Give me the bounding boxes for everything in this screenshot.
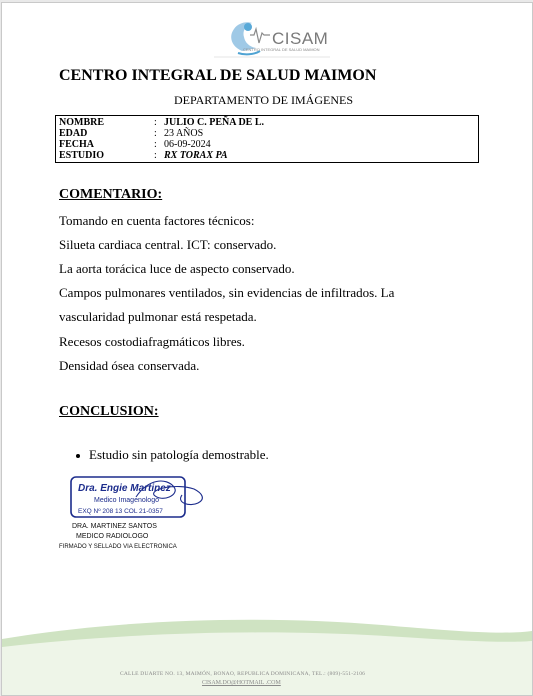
stamp-exequatur: EXQ Nº 208 13 COL 21-0357 bbox=[78, 508, 163, 515]
doctor-name: DRA. MARTINEZ SANTOS bbox=[72, 523, 157, 530]
comment-line: Tomando en cuenta factores técnicos: bbox=[59, 213, 255, 228]
comment-line: vascularidad pulmonar está respetada. bbox=[59, 309, 257, 324]
email-link[interactable]: CISAM.DO@HOTMAIL .COM bbox=[202, 680, 281, 686]
label: EDAD bbox=[59, 128, 88, 139]
stamp-title: Medico Imagenologo bbox=[94, 497, 159, 504]
department-name: DEPARTAMENTO DE IMÁGENES bbox=[174, 93, 353, 107]
separator: : bbox=[154, 150, 157, 161]
separator: : bbox=[154, 139, 157, 150]
comment-line: Campos pulmonares ventilados, sin evidencias de infiltrados. La bbox=[59, 285, 395, 300]
label: FECHA bbox=[59, 139, 94, 150]
label: NOMBRE bbox=[59, 117, 104, 128]
page-title: CENTRO INTEGRAL DE SALUD MAIMON bbox=[59, 67, 377, 84]
value: JULIO C. PEÑA DE L. bbox=[164, 117, 265, 128]
comment-line: La aorta torácica luce de aspecto conservado. bbox=[59, 261, 295, 276]
separator: : bbox=[154, 117, 157, 128]
label: ESTUDIO bbox=[59, 150, 105, 161]
logo-subtitle: CENTRO INTEGRAL DE SALUD MAIMON bbox=[243, 47, 320, 52]
comment-line: Densidad ósea conservada. bbox=[59, 358, 200, 373]
stamp-name: Dra. Engie Martinez bbox=[78, 483, 171, 494]
value: 23 AÑOS bbox=[164, 128, 204, 139]
report-page bbox=[1, 2, 533, 696]
conclusion-heading: CONCLUSION: bbox=[59, 404, 159, 419]
patient-info-box bbox=[55, 115, 479, 163]
conclusion-item: Estudio sin patología demostrable. bbox=[89, 447, 269, 462]
logo-text: CISAM bbox=[272, 29, 329, 48]
signature-stamp-icon bbox=[66, 473, 214, 521]
value: 06-09-2024 bbox=[164, 139, 211, 150]
signature-note: FIRMADO Y SELLADO VIA ELECTRONICA bbox=[59, 544, 177, 550]
doctor-role: MEDICO RADIOLOGO bbox=[76, 533, 149, 540]
footer-address: CALLE DUARTE NO. 13, MAIMÓN, BONAO, REPUBLICA DOMINICANA, TEL.: (809)-551-2106 bbox=[120, 671, 366, 677]
bullet-icon bbox=[76, 454, 80, 458]
footer-email[interactable] bbox=[202, 680, 281, 686]
comment-line: Recesos costodiafragmáticos libres. bbox=[59, 334, 245, 349]
separator: : bbox=[154, 128, 157, 139]
comment-line: Silueta cardiaca central. ICT: conservado. bbox=[59, 237, 277, 252]
comment-heading: COMENTARIO: bbox=[59, 187, 163, 202]
value: RX TORAX PA bbox=[164, 150, 228, 161]
